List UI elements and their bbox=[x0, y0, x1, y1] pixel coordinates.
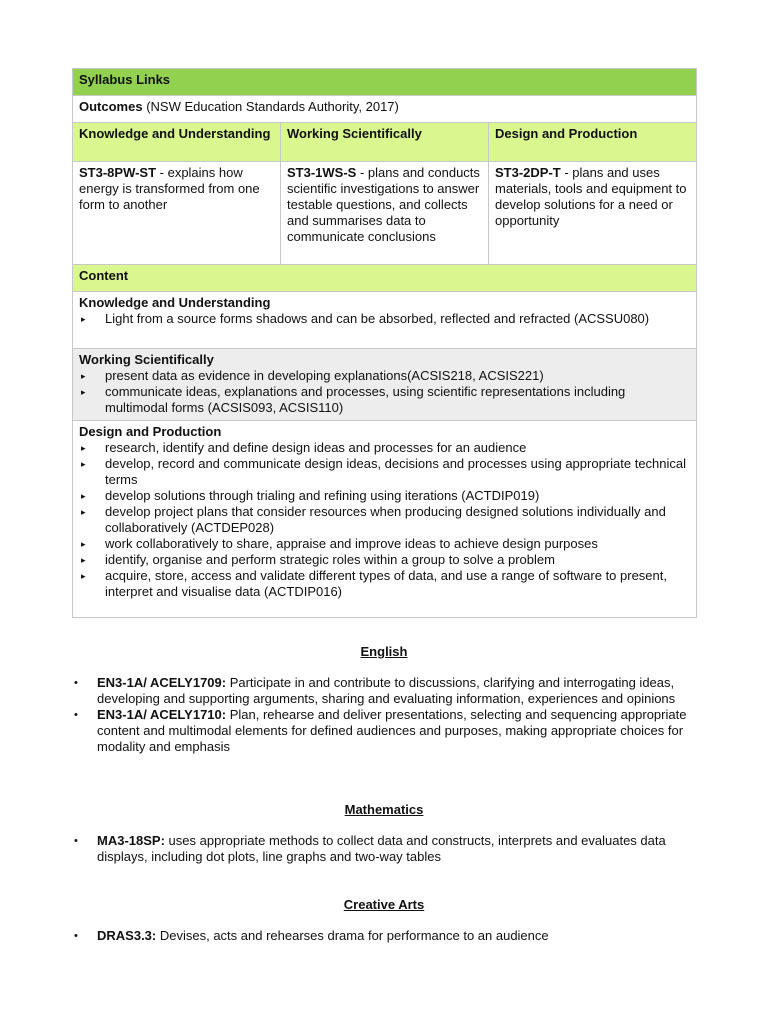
section-title: Working Scientifically bbox=[79, 352, 214, 367]
section-title: Knowledge and Understanding bbox=[79, 295, 271, 310]
list-item bbox=[72, 928, 696, 944]
outcomes-row bbox=[73, 96, 697, 123]
section-list bbox=[79, 311, 690, 327]
column-heading: Knowledge and Understanding bbox=[73, 123, 281, 162]
outcome-code: ST3-1WS-S bbox=[287, 165, 357, 180]
list-item bbox=[72, 707, 696, 755]
section-list bbox=[79, 368, 690, 416]
outcome-text: - plans and conducts scientific investigations to answer testable questions, and collects and summarises data to communicate conclusions bbox=[287, 165, 480, 244]
creative-arts-heading: Creative Arts bbox=[343, 897, 425, 912]
outcome-code: DRAS3.3: bbox=[97, 928, 157, 943]
mathematics-heading: Mathematics bbox=[344, 802, 424, 817]
list-item: ▸ present data as evidence in developing explanations(ACSIS218, ACSIS221) bbox=[79, 368, 690, 384]
syllabus-links-table bbox=[72, 68, 697, 618]
list-item: ▸ research, identify and define design ideas and processes for an audience bbox=[79, 440, 690, 456]
list-item: ▸ acquire, store, access and validate different types of data, and use a range of software to present, interpret and visualise data (ACTDIP016) bbox=[79, 568, 690, 600]
section-title: Design and Production bbox=[79, 424, 222, 439]
list-item: ▸ identify, organise and perform strategic roles within a group to solve a problem bbox=[79, 552, 690, 568]
outcome-cell bbox=[281, 162, 489, 265]
column-heading: Working Scientifically bbox=[281, 123, 489, 162]
creative-arts-list bbox=[72, 928, 696, 944]
outcome-text: - plans and uses materials, tools and equipment to develop solutions for a need or opportunity bbox=[495, 165, 687, 228]
list-item bbox=[72, 833, 696, 865]
content-section bbox=[73, 421, 697, 618]
outcome-cell bbox=[489, 162, 697, 265]
outcomes-label: Outcomes bbox=[79, 99, 143, 114]
outcome-text: Participate in and contribute to discussions, clarifying and interrogating ideas, developing and supporting arguments, sharing and evaluating information, experiences and opinions bbox=[97, 675, 676, 706]
content-section bbox=[73, 292, 697, 349]
outcome-code: ST3-2DP-T bbox=[495, 165, 561, 180]
outcome-text: Plan, rehearse and deliver presentations, selecting and sequencing appropriate content and multimodal elements for defined audiences and purposes, making appropriate choices for modality and emphasis bbox=[97, 707, 687, 754]
mathematics-list bbox=[72, 833, 696, 865]
syllabus-links-title: Syllabus Links bbox=[73, 69, 697, 96]
outcome-text: uses appropriate methods to collect data and constructs, interprets and evaluates data displays, including dot plots, line graphs and two-way tables bbox=[97, 833, 666, 864]
outcome-cell bbox=[73, 162, 281, 265]
list-item: ▸ work collaboratively to share, appraise and improve ideas to achieve design purposes bbox=[79, 536, 690, 552]
outcome-text: Devises, acts and rehearses drama for performance to an audience bbox=[156, 928, 549, 943]
english-heading: English bbox=[360, 644, 408, 659]
outcome-code: EN3-1A/ ACELY1709: bbox=[97, 675, 227, 690]
list-item bbox=[72, 675, 696, 707]
list-item: ▸ develop solutions through trialing and refining using iterations (ACTDIP019) bbox=[79, 488, 690, 504]
outcome-code: EN3-1A/ ACELY1710: bbox=[97, 707, 227, 722]
column-heading: Design and Production bbox=[489, 123, 697, 162]
outcome-code: MA3-18SP: bbox=[97, 833, 165, 848]
list-item: ▸ develop project plans that consider resources when producing designed solutions individually and collaboratively (ACTDEP028) bbox=[79, 504, 690, 536]
content-heading: Content bbox=[73, 265, 697, 292]
outcome-code: ST3-8PW-ST bbox=[79, 165, 157, 180]
list-item: ▸ develop, record and communicate design ideas, decisions and processes using appropriate technical terms bbox=[79, 456, 690, 488]
list-item: ▸ communicate ideas, explanations and processes, using scientific representations including multimodal forms (ACSIS093, ACSIS110) bbox=[79, 384, 690, 416]
outcomes-source: (NSW Education Standards Authority, 2017) bbox=[142, 99, 399, 114]
list-item: ▸ Light from a source forms shadows and can be absorbed, reflected and refracted (ACSSU080) bbox=[79, 311, 690, 327]
section-list bbox=[79, 440, 690, 600]
english-list bbox=[72, 675, 696, 755]
outcome-text: - explains how energy is transformed from one form to another bbox=[79, 165, 260, 212]
content-section bbox=[73, 349, 697, 421]
